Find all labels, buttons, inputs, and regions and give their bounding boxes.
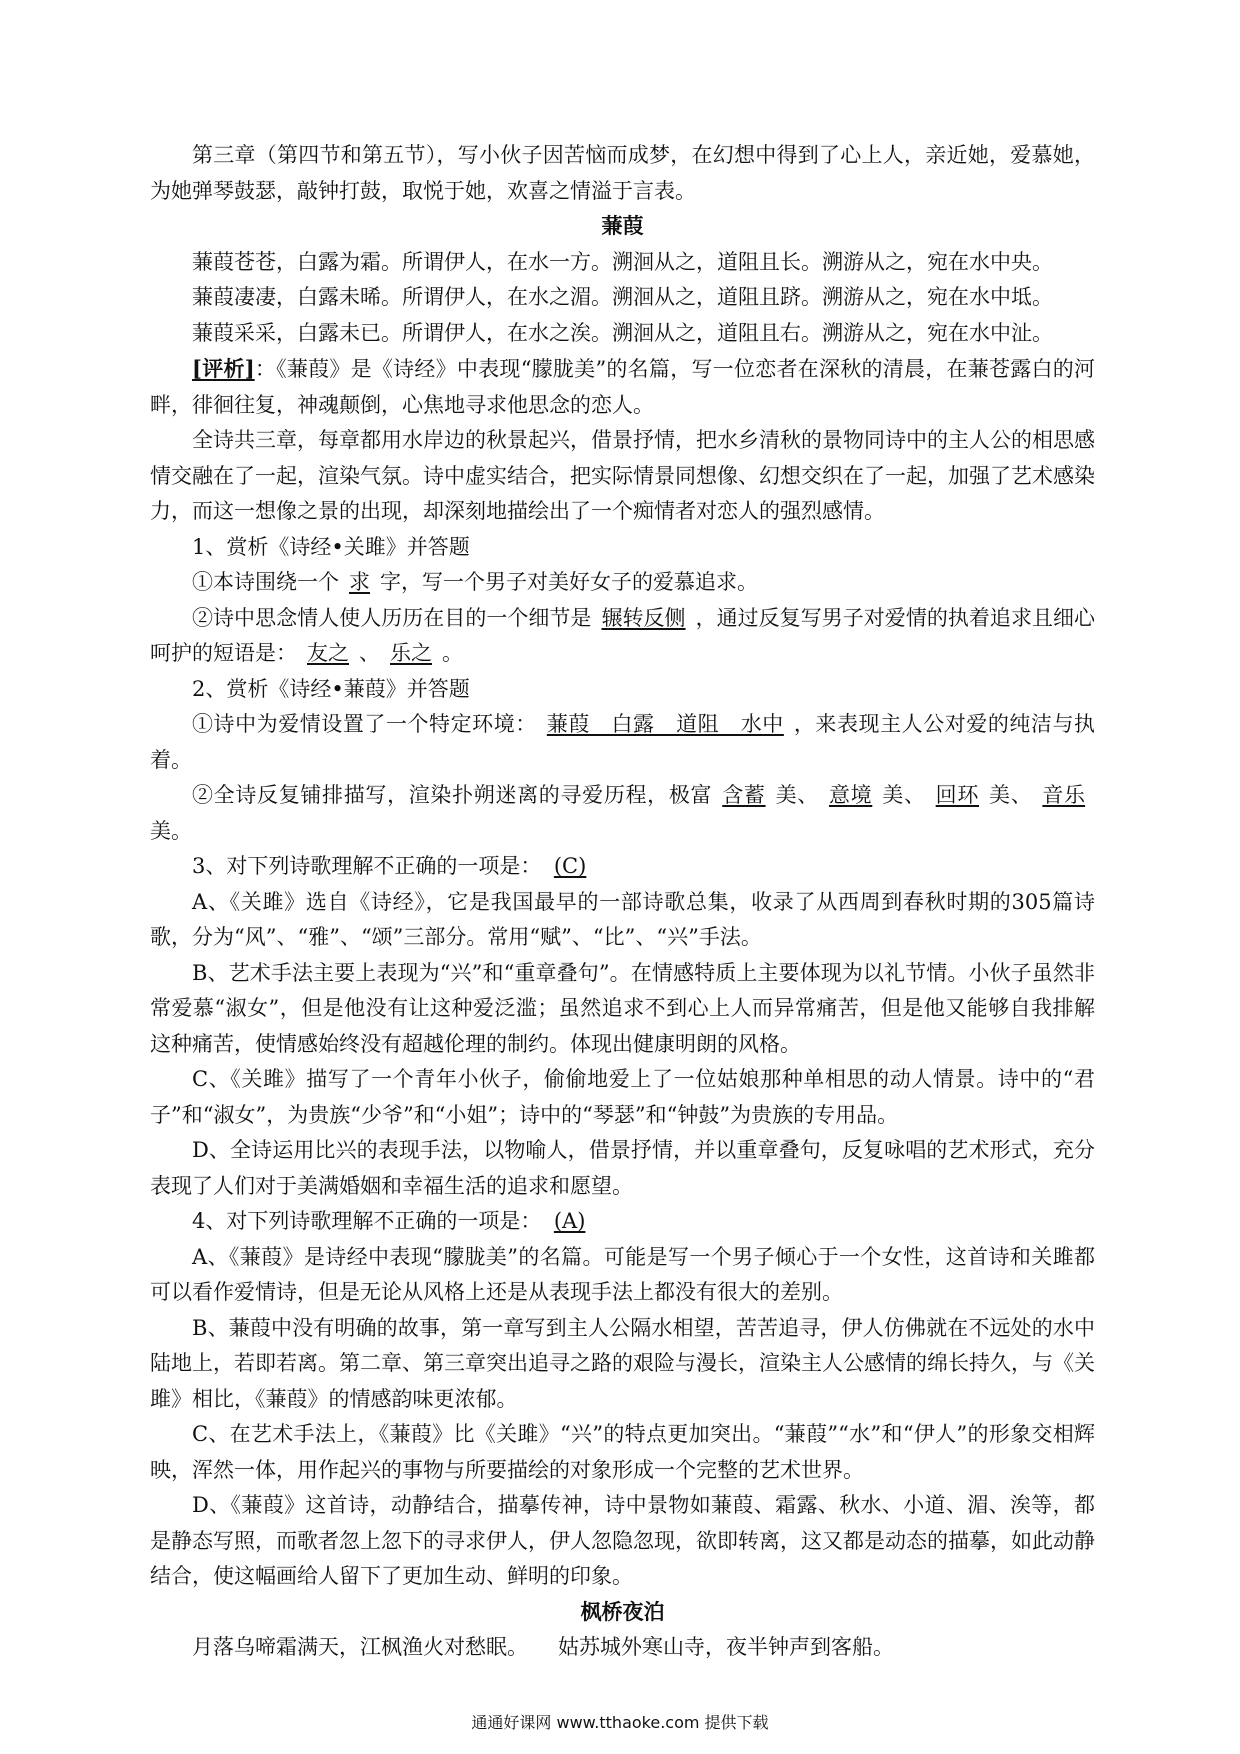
question-1b [150,601,1095,672]
question-3-head [150,849,1095,885]
poem-line-2: 蒹葭凄凄，白露未晞。所谓伊人，在水之湄。溯洄从之，道阻且跻。溯游从之，宛在水中坻。 [192,285,1053,309]
q1b-text-end: 。 [442,641,463,665]
paragraph-chapter3: 第三章（第四节和第五节），写小伙子因苦恼而成梦，在幻想中得到了心上人，亲近她，爱慕她，为她弹琴鼓瑟，敲钟打鼓，取悦于她，欢喜之情溢于言表。 [150,143,1095,203]
analysis-tag: [评析] [192,356,255,381]
q4-text: 4、对下列诗歌理解不正确的一项是： [192,1209,531,1233]
q3-text: 3、对下列诗歌理解不正确的一项是： [192,854,531,878]
poem-line: 姑苏城外寒山寺，夜半钟声到客船。 [558,1635,894,1659]
answer-blank: 求 [349,570,370,594]
q1b-text-mid: ，通过反复写男子对爱情的执着追求且细心呵护的短语是： [150,605,1096,665]
q2b-text: ②全诗反复铺排描写，渲染扑朔迷离的寻爱历程，极富 [192,783,713,807]
poem-line-3: 蒹葭采采，白露未已。所谓伊人，在水之涘。溯洄从之，道阻且右。溯游从之，宛在水中沚。 [192,320,1053,345]
q1a-text-end: 字，写一个男子对美好女子的爱慕追求。 [380,570,758,594]
option-a: A、《关雎》选自《诗经》，它是我国最早的一部诗歌总集，收录了从西周到春秋时期的305篇诗歌，分为“风”、“雅”、“颂”三部分。常用“赋”、“比”、“兴”手法。 [150,889,1095,949]
separator: 、 [359,641,380,665]
option-d: D、《蒹葭》这首诗，动静结合，描摹传神，诗中景物如蒹葭、霜露、秋水、小道、湄、涘等，都是静态写照，而歌者忽上忽下的寻求伊人，伊人忽隐忽现，欲即转离，这又都是动态的描摹，如此动静结合，使这幅画给人留下了更加生动、鲜明的印象。 [150,1493,1095,1588]
analysis-paragraph [150,351,1095,423]
question-2a [150,707,1095,778]
answer-blank: 乐之 [390,641,432,665]
title-fengqiao: 枫桥夜泊 [580,1599,665,1624]
question-1a [150,565,1095,601]
answer-blank: 意境 [828,783,873,807]
answer-choice: (C) [553,854,587,878]
option-c: C、在艺术手法上，《蒹葭》比《关雎》“兴”的特点更加突出。“蒹葭”“水”和“伊人”的形象交相辉映，浑然一体，用作起兴的事物与所要描绘的对象形成一个完整的艺术世界。 [150,1422,1095,1482]
title-jianjia: 蒹葭 [601,214,644,238]
analysis-text: ：《蒹葭》是《诗经》中表现“朦胧美”的名篇，写一位恋者在深秋的清晨，在蒹苍露白的河畔，徘徊往复，神魂颠倒，心焦地寻求他思念的恋人。 [150,357,1096,417]
answer-blank: 蒹葭 白露 道阻 水中 [546,712,784,736]
question-4-head [150,1204,1095,1240]
answer-blank: 音乐 [1042,783,1086,807]
poem-line: 月落乌啼霜满天，江枫渔火对愁眠。 [192,1635,528,1659]
q1b-text: ②诗中思念情人使人历历在目的一个细节是 [192,605,592,630]
q2b-text: 美、 [775,783,819,807]
answer-choice: (A) [553,1209,586,1233]
option-c: C、《关雎》描写了一个青年小伙子，偷偷地爱上了一位姑娘那种单相思的动人情景。诗中的“君子”和“淑女”，为贵族“少爷”和“小姐”；诗中的“琴瑟”和“钟鼓”为贵族的专用品。 [150,1067,1095,1127]
paragraph-summary: 全诗共三章，每章都用水岸边的秋景起兴，借景抒情，把水乡清秋的景物同诗中的主人公的相思感情交融在了一起，渲染气氛。诗中虚实结合，把实际情景同想像、幻想交织在了一起，加强了艺术感染力，而这一想像之景的出现，却深刻地描绘出了一个痴情者对恋人的强烈感情。 [150,428,1095,523]
footer-source: 通通好课网 www.tthaoke.com 提供下载 [471,1713,769,1732]
option-b: B、蒹葭中没有明确的故事，第一章写到主人公隔水相望，苦苦追寻，伊人仿佛就在不远处的水中陆地上，若即若离。第二章、第三章突出追寻之路的艰险与漫长，渲染主人公感情的绵长持久，与《关雎》相比，《蒹葭》的情感韵味更浓郁。 [150,1315,1095,1411]
q2b-text: 美、 [882,783,926,807]
question-2b [150,778,1095,849]
question-1-head: 1、赏析《诗经•关雎》并答题 [192,534,470,559]
q1a-text: ①本诗围绕一个 [192,570,339,594]
poem-fengqiao [150,1630,1095,1666]
q2a-text: ①诗中为爱情设置了一个特定环境： [192,712,537,736]
option-d: D、全诗运用比兴的表现手法，以物喻人，借景抒情，并以重章叠句，反复咏唱的艺术形式，充分表现了人们对于美满婚姻和幸福生活的追求和愿望。 [150,1138,1095,1198]
answer-blank: 友之 [307,641,349,665]
document-body [150,138,1095,1666]
option-a: A、《蒹葭》是诗经中表现“朦胧美”的名篇。可能是写一个男子倾心于一个女性，这首诗和关雎都可以看作爱情诗，但是无论从风格上还是从表现手法上都没有很大的差别。 [150,1244,1095,1304]
question-2-head: 2、赏析《诗经•蒹葭》并答题 [192,676,470,701]
answer-blank: 回环 [935,783,980,807]
answer-blank: 辗转反侧 [601,605,686,630]
q2a-text-end: ，来表现主人公对爱的纯洁与执着。 [150,712,1096,772]
q2b-text-end: 美。 [150,818,192,843]
poem-line-1: 蒹葭苍苍，白露为霜。所谓伊人，在水一方。溯洄从之，道阻且长。溯游从之，宛在水中央。 [192,249,1053,274]
answer-blank: 含蓄 [722,783,766,807]
option-b: B、艺术手法主要上表现为“兴”和“重章叠句”。在情感特质上主要体现为以礼节情。小伙子虽然非常爱慕“淑女”，但是他没有让这种爱泛滥；虽然追求不到心上人而异常痛苦，但是他又能够自我排解这种痛苦，使情感始终没有超越伦理的制约。体现出健康明朗的风格。 [150,960,1095,1056]
q2b-text: 美、 [989,783,1033,807]
